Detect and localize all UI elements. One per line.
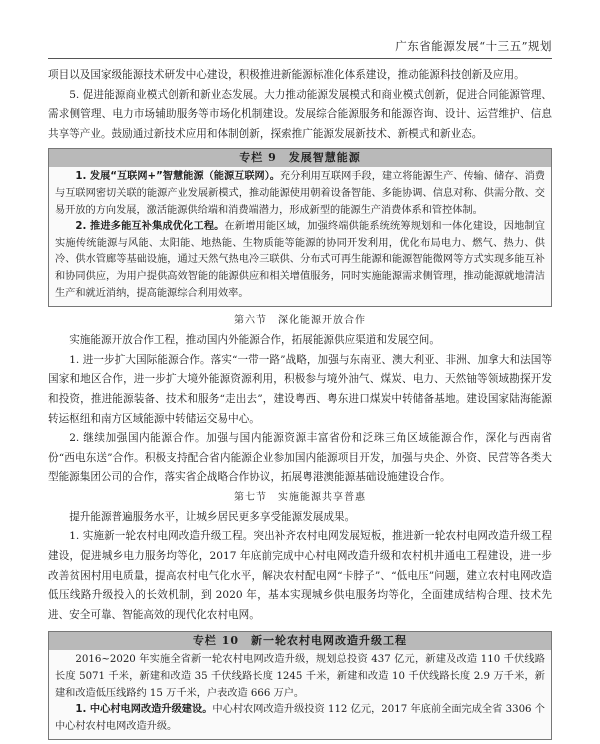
- page-body: [48, 66, 552, 744]
- intro-paragraph: 项目以及国家级能源技术研发中心建设，积极推进新能源标准化体系建设，推动能源科技创新及应用。: [48, 69, 525, 81]
- column-box-10: [48, 631, 552, 740]
- running-header: 广东省能源发展“十三五”规划: [395, 39, 552, 53]
- header-rule: [48, 58, 552, 59]
- box-10-item-1-text: 中心村农网改造升级投资 112 亿元，2017 年底前全面完成全省 3306 个中心村农村电网改造升级。: [55, 704, 545, 732]
- section-7-item-1: 1. 实施新一轮农村电网改造升级工程。突出补齐农村电网发展短板，推进新一轮农村电网改造升级工程建设，促进城乡电力服务均等化，2017 年底前完成中心村电网改造升级和农村机井通电工程建设，进一步改善贫困村用电质量，提高农村电气化水平，解决农村配电网“卡脖子”、“低电压”问题，建立农村电网改造低压线路升级投入的长效机制，到 2020 年，基本实现城乡供电服务均等化，全面建成结构合理、技术先进、安全可靠、智能高效的现代化农村电网。: [48, 530, 552, 621]
- box-9-item-2-heading: 2. 推进多能互补集成优化工程。: [75, 221, 225, 233]
- box-9-item-2: [55, 219, 545, 302]
- section-7-title: 第七节 实施能源共享普惠: [234, 491, 366, 503]
- section-6-item-2: 2. 继续加强国内能源合作。加强与国内能源资源丰富省份和泛珠三角区域能源合作，深化与西南省份“西电东送”合作。积极支持配合省内能源企业参加国内能源项目开发，加强与央企、外资、民营等各类大型能源集团公司的合作，落实省企战略合作协议，拓展粤港澳能源基础设施建设合作。: [48, 432, 552, 484]
- box-9-item-1-text: 充分利用互联网手段，建立将能源生产、传输、储存、消费与互联网密切关联的能源产业发展新模式，推动能源使用朝着设备智能、多能协调、信息对称、供需分散、交易开放的方向发展，激活能源供给端和消费端潜力，形成新型的能源生产消费体系和管控体制。: [55, 171, 545, 216]
- section-6-item-1: 1. 进一步扩大国际能源合作。落实“一带一路”战略，加强与东南亚、澳大利亚、非洲、加拿大和法国等国家和地区合作，进一步扩大境外能源资源利用，积极参与境外油气、煤炭、电力、天然铀等领域勘探开发和投资，推进能源装备、技术和服务“走出去”，建设粤西、粤东进口煤炭中转储备基地。建设国家陆海能源转运枢纽和南方区域能源中转储运交易中心。: [48, 353, 552, 425]
- column-box-9-title: 专栏 9 发展智慧能源: [49, 149, 551, 167]
- column-box-9: [48, 148, 552, 307]
- box-9-item-1-heading: 1. 发展“互联网+”智慧能源（能源互联网）。: [75, 171, 280, 183]
- box-9-item-2-text: 在新增用能区域，加强终端供能系统统筹规划和一体化建设，因地制宜实施传统能源与风能、太阳能、地热能、生物质能等能源的协同开发利用，优化布局电力、燃气、热力、供冷、供水管廊等基础设施，通过天然气热电冷三联供、分布式可再生能源和能源智能微网等方式实现多能互补和协同供应，为用户提供高效智能的能源供应和相关增值服务，同时实施能源需求侧管理，推动能源就地清洁生产和就近消纳，提高能源综合利用效率。: [55, 221, 545, 299]
- item-5-paragraph: 5. 促进能源商业模式创新和新业态发展。大力推动能源发展模式和商业模式创新，促进合同能源管理、需求侧管理、电力市场辅助服务等市场化机制建设。发展综合能源服务和能源咨询、设计、运营维护、信息共享等产业。鼓励通过新技术应用和体制创新，探索推广能源发展新技术、新模式和新业态。: [48, 88, 552, 140]
- column-box-10-title: 专栏 10 新一轮农村电网改造升级工程: [49, 632, 551, 650]
- section-6-title: 第六节 深化能源开放合作: [234, 315, 366, 327]
- column-box-10-body: [49, 650, 551, 739]
- box-10-intro: 2016~2020 年实施全省新一轮农村电网改造升级，规划总投资 437 亿元，新建及改造 110 千伏线路长度 5071 千米，新建和改造 35 千伏线路长度 1245 千米，新建和改造 10 千伏线路长度 2.9 万千米，新建和改造低压线路约 15 万千米，户表改造 666 万户。: [55, 654, 545, 699]
- box-9-item-1: [55, 169, 545, 219]
- section-6-intro: 实施能源开放合作工程，推动国内外能源合作，拓展能源供应渠道和发展空间。: [69, 334, 440, 347]
- column-box-9-body: [49, 167, 551, 306]
- box-10-item-1: [55, 702, 545, 735]
- section-7-intro: 提升能源普遍服务水平，让城乡居民更多享受能源发展成果。: [69, 510, 356, 523]
- box-10-item-1-heading: 1. 中心村电网改造升级建设。: [75, 704, 213, 716]
